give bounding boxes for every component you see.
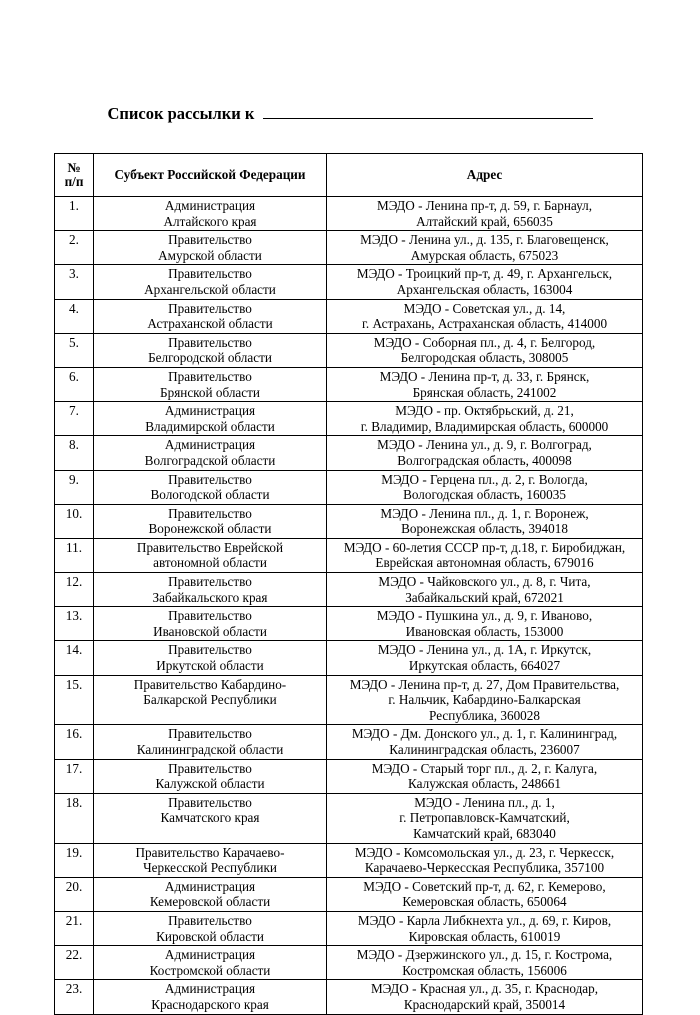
row-address: МЭДО - Советская ул., д. 14, г. Астрахань, Астраханская область, 414000 bbox=[327, 299, 643, 333]
row-number: 3. bbox=[55, 265, 94, 299]
row-address: МЭДО - Старый торг пл., д. 2, г. Калуга, Калужская область, 248661 bbox=[327, 759, 643, 793]
row-subject: Администрация Волгоградской области bbox=[94, 436, 327, 470]
row-address: МЭДО - Комсомольская ул., д. 23, г. Черкесск, Карачаево-Черкесская Республика, 357100 bbox=[327, 843, 643, 877]
row-subject: Правительство Камчатского края bbox=[94, 793, 327, 843]
row-number: 8. bbox=[55, 436, 94, 470]
row-number: 6. bbox=[55, 367, 94, 401]
table-row bbox=[55, 911, 643, 945]
row-address: МЭДО - Красная ул., д. 35, г. Краснодар, Краснодарский край, 350014 bbox=[327, 980, 643, 1014]
row-address: МЭДО - Чайковского ул., д. 8, г. Чита, Забайкальский край, 672021 bbox=[327, 573, 643, 607]
row-subject: Правительство Иркутской области bbox=[94, 641, 327, 675]
table-row bbox=[55, 436, 643, 470]
row-number: 15. bbox=[55, 675, 94, 725]
row-address: МЭДО - Ленина ул., д. 9, г. Волгоград, Волгоградская область, 400098 bbox=[327, 436, 643, 470]
row-number: 4. bbox=[55, 299, 94, 333]
row-number: 21. bbox=[55, 911, 94, 945]
table-row bbox=[55, 946, 643, 980]
row-number: 11. bbox=[55, 538, 94, 572]
row-subject: Правительство Кабардино- Балкарской Республики bbox=[94, 675, 327, 725]
row-number: 5. bbox=[55, 333, 94, 367]
row-subject: Правительство Белгородской области bbox=[94, 333, 327, 367]
table-row bbox=[55, 367, 643, 401]
row-address: МЭДО - Троицкий пр-т, д. 49, г. Архангельск, Архангельская область, 163004 bbox=[327, 265, 643, 299]
row-number: 10. bbox=[55, 504, 94, 538]
row-address: МЭДО - Советский пр-т, д. 62, г. Кемерово, Кемеровская область, 650064 bbox=[327, 877, 643, 911]
table-row bbox=[55, 641, 643, 675]
table-row bbox=[55, 843, 643, 877]
row-number: 9. bbox=[55, 470, 94, 504]
row-subject: Администрация Кемеровской области bbox=[94, 877, 327, 911]
row-subject: Правительство Архангельской области bbox=[94, 265, 327, 299]
table-row bbox=[55, 333, 643, 367]
title-blank-line bbox=[263, 104, 593, 119]
row-address: МЭДО - Соборная пл., д. 4, г. Белгород, Белгородская область, 308005 bbox=[327, 333, 643, 367]
row-address: МЭДО - Пушкина ул., д. 9, г. Иваново, Ивановская область, 153000 bbox=[327, 607, 643, 641]
row-number: 19. bbox=[55, 843, 94, 877]
row-number: 14. bbox=[55, 641, 94, 675]
row-address: МЭДО - пр. Октябрьский, д. 21, г. Владимир, Владимирская область, 600000 bbox=[327, 402, 643, 436]
row-subject: Правительство Калининградской области bbox=[94, 725, 327, 759]
row-number: 18. bbox=[55, 793, 94, 843]
header-subject: Субъект Российской Федерации bbox=[94, 154, 327, 197]
row-address: МЭДО - Ленина пл., д. 1, г. Воронеж, Воронежская область, 394018 bbox=[327, 504, 643, 538]
table-row bbox=[55, 470, 643, 504]
table-row bbox=[55, 793, 643, 843]
table-row bbox=[55, 573, 643, 607]
table-row bbox=[55, 877, 643, 911]
row-subject: Правительство Кировской области bbox=[94, 911, 327, 945]
row-address: МЭДО - Герцена пл., д. 2, г. Вологда, Вологодская область, 160035 bbox=[327, 470, 643, 504]
header-number: № п/п bbox=[55, 154, 94, 197]
row-subject: Правительство Вологодской области bbox=[94, 470, 327, 504]
table-row bbox=[55, 980, 643, 1014]
row-address: МЭДО - Ленина пр-т, д. 59, г. Барнаул, Алтайский край, 656035 bbox=[327, 197, 643, 231]
row-address: МЭДО - Ленина пл., д. 1, г. Петропавловск-Камчатский, Камчатский край, 683040 bbox=[327, 793, 643, 843]
table-row bbox=[55, 504, 643, 538]
row-subject: Правительство Забайкальского края bbox=[94, 573, 327, 607]
row-subject: Правительство Амурской области bbox=[94, 231, 327, 265]
table-row bbox=[55, 725, 643, 759]
table-row bbox=[55, 265, 643, 299]
row-subject: Администрация Владимирской области bbox=[94, 402, 327, 436]
row-subject: Администрация Краснодарского края bbox=[94, 980, 327, 1014]
row-subject: Правительство Воронежской области bbox=[94, 504, 327, 538]
row-address: МЭДО - Карла Либкнехта ул., д. 69, г. Киров, Кировская область, 610019 bbox=[327, 911, 643, 945]
row-number: 7. bbox=[55, 402, 94, 436]
row-number: 2. bbox=[55, 231, 94, 265]
row-address: МЭДО - Ленина пр-т, д. 27, Дом Правительства, г. Нальчик, Кабардино-Балкарская Республика, 360028 bbox=[327, 675, 643, 725]
row-subject: Правительство Астраханской области bbox=[94, 299, 327, 333]
table-row bbox=[55, 675, 643, 725]
row-number: 16. bbox=[55, 725, 94, 759]
row-number: 23. bbox=[55, 980, 94, 1014]
row-subject: Правительство Ивановской области bbox=[94, 607, 327, 641]
table-row bbox=[55, 299, 643, 333]
row-address: МЭДО - Ленина ул., д. 1А, г. Иркутск, Иркутская область, 664027 bbox=[327, 641, 643, 675]
table-row bbox=[55, 538, 643, 572]
table-row bbox=[55, 197, 643, 231]
row-address: МЭДО - 60-летия СССР пр-т, д.18, г. Биробиджан, Еврейская автономная область, 679016 bbox=[327, 538, 643, 572]
row-subject: Администрация Костромской области bbox=[94, 946, 327, 980]
row-number: 20. bbox=[55, 877, 94, 911]
header-address: Адрес bbox=[327, 154, 643, 197]
table-header-row bbox=[55, 154, 643, 197]
row-number: 17. bbox=[55, 759, 94, 793]
table-row bbox=[55, 759, 643, 793]
row-address: МЭДО - Ленина пр-т, д. 33, г. Брянск, Брянская область, 241002 bbox=[327, 367, 643, 401]
row-address: МЭДО - Дзержинского ул., д. 15, г. Кострома, Костромская область, 156006 bbox=[327, 946, 643, 980]
row-subject: Правительство Карачаево- Черкесской Республики bbox=[94, 843, 327, 877]
page-title-text: Список рассылки к bbox=[107, 104, 255, 123]
page-title bbox=[0, 104, 700, 124]
table-row bbox=[55, 607, 643, 641]
row-number: 1. bbox=[55, 197, 94, 231]
row-number: 13. bbox=[55, 607, 94, 641]
row-subject: Правительство Брянской области bbox=[94, 367, 327, 401]
table-row bbox=[55, 231, 643, 265]
row-subject: Правительство Еврейской автономной области bbox=[94, 538, 327, 572]
row-subject: Администрация Алтайского края bbox=[94, 197, 327, 231]
table-row bbox=[55, 402, 643, 436]
row-address: МЭДО - Дм. Донского ул., д. 1, г. Калининград, Калининградская область, 236007 bbox=[327, 725, 643, 759]
row-number: 12. bbox=[55, 573, 94, 607]
mailing-list-table bbox=[54, 153, 643, 1015]
row-subject: Правительство Калужской области bbox=[94, 759, 327, 793]
row-number: 22. bbox=[55, 946, 94, 980]
row-address: МЭДО - Ленина ул., д. 135, г. Благовещенск, Амурская область, 675023 bbox=[327, 231, 643, 265]
